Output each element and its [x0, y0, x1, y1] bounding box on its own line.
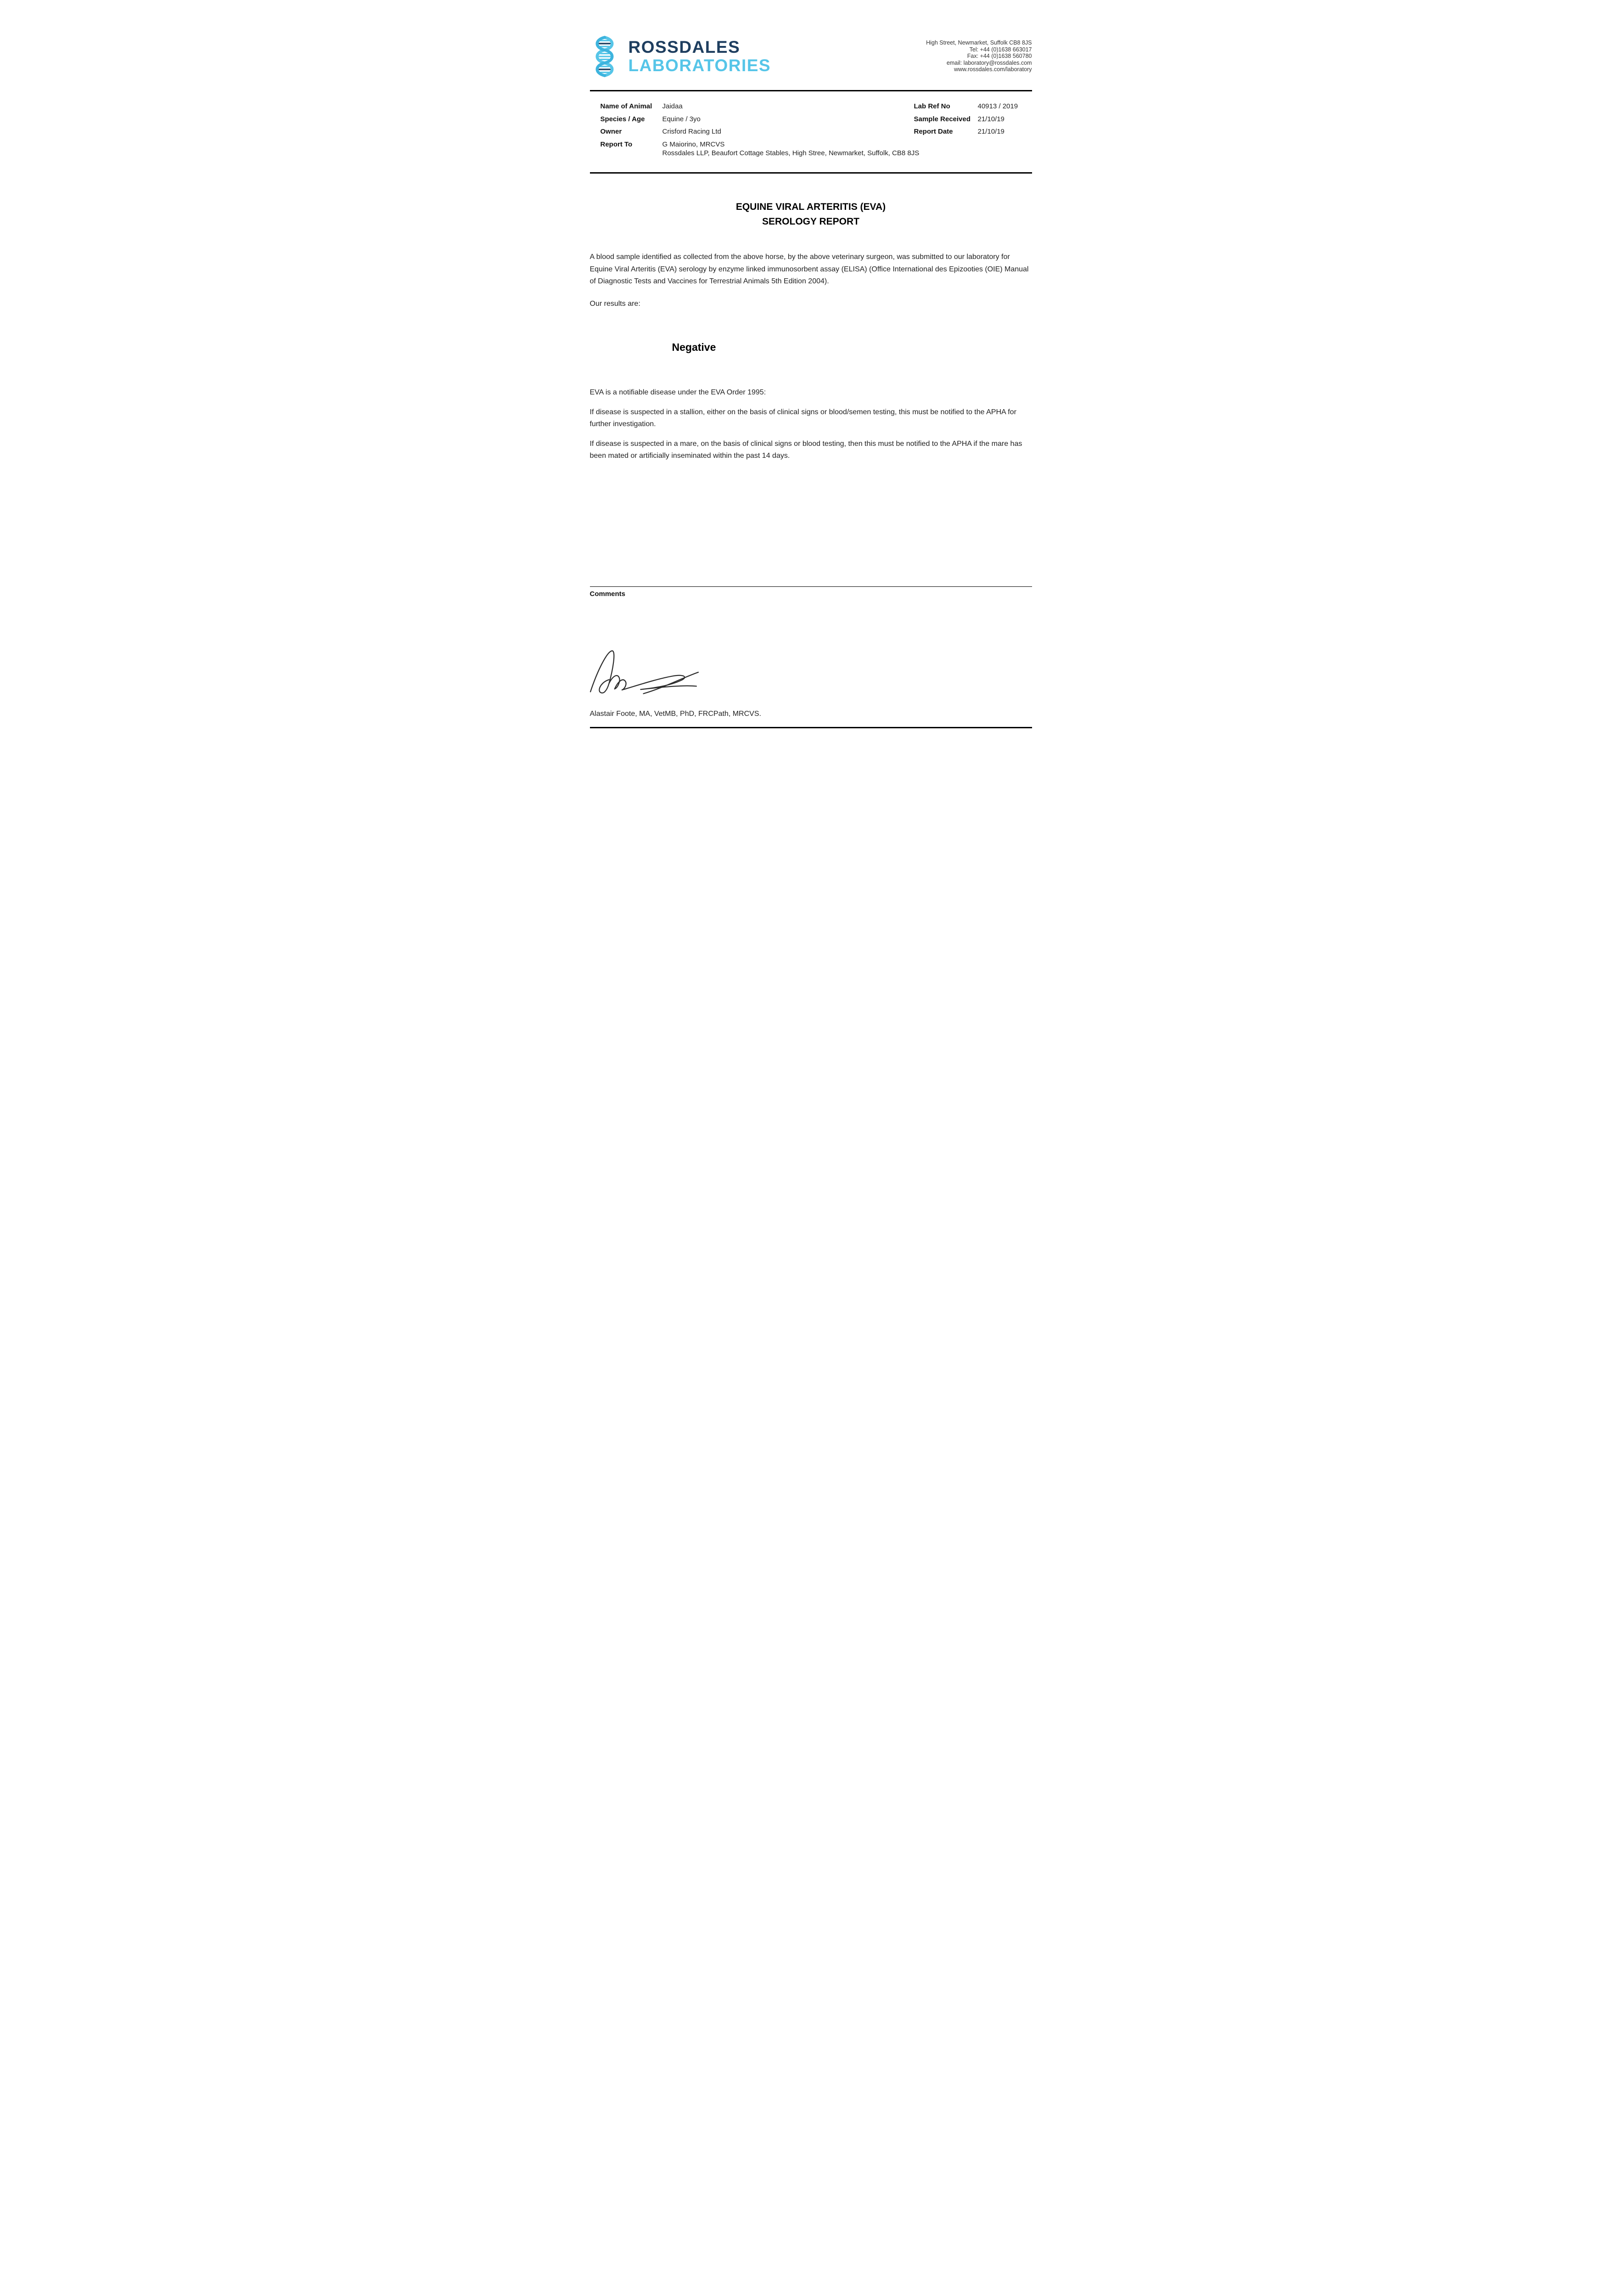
- notifiable-statement: EVA is a notifiable disease under the EVA Order 1995:: [589, 388, 766, 396]
- detail-value-name-of-animal: Jaidaa: [662, 102, 683, 110]
- detail-value-report-date: 21/10/19: [977, 128, 1005, 135]
- report-to-line1: G Maiorino, MRCVS: [662, 140, 725, 148]
- page-title-line1: EQUINE VIRAL ARTERITIS (EVA): [735, 202, 886, 212]
- brand-name-line1: ROSSDALES: [628, 38, 741, 57]
- contact-address: High Street, Newmarket, Suffolk CB8 8JS: [926, 39, 1032, 46]
- page-title: [590, 200, 1032, 229]
- contact-web: www.rossdales.com/laboratory: [954, 66, 1032, 73]
- mare-note: If disease is suspected in a mare, on the basis of clinical signs or blood testing, then this must be notified to the APHA if the mare has been mated or artificially inseminated within the past 14 days.: [589, 439, 1022, 460]
- detail-label-report-date: Report Date: [914, 128, 953, 135]
- signatory-name: Alastair Foote, MA, VetMB, PhD, FRCPath, MRCVS.: [589, 710, 761, 718]
- intro-paragraph: A blood sample identified as collected from the above horse, by the above veterinary surgeon, was submitted to our laboratory for Equine Viral Arteritis (EVA) serology by enzyme linked immunosorbent assay (ELISA) (Office International des Epizooties (OIE) Manual of Diagnostic Tests and Vaccines for Terrestrial Animals 5th Edition 2004).: [589, 253, 1029, 285]
- results-intro: Our results are:: [589, 299, 640, 308]
- detail-label-name-of-animal: Name of Animal: [600, 102, 652, 110]
- dna-helix-icon: [590, 36, 619, 77]
- brand-name: [629, 38, 771, 75]
- detail-label-lab-ref: Lab Ref No: [914, 102, 950, 110]
- detail-value-sample-received: 21/10/19: [977, 115, 1005, 123]
- comments-heading: Comments: [589, 590, 626, 598]
- contact-fax: Fax: +44 (0)1638 560780: [967, 53, 1032, 59]
- details-divider: [590, 172, 1032, 174]
- result-value: Negative: [672, 341, 716, 353]
- letterhead: [590, 36, 1032, 77]
- signature-block: [589, 645, 700, 706]
- contact-email: email: laboratory@rossdales.com: [946, 59, 1032, 66]
- contact-tel: Tel: +44 (0)1638 663017: [969, 46, 1032, 53]
- brand-block: [590, 36, 771, 77]
- detail-value-report-to: [662, 141, 1032, 157]
- footer-divider: [590, 727, 1032, 728]
- report-to-line2: Rossdales LLP, Beaufort Cottage Stables, High Stree, Newmarket, Suffolk, CB8 8JS: [662, 149, 920, 157]
- handwritten-signature-icon: [589, 645, 700, 703]
- page-title-line2: SEROLOGY REPORT: [762, 216, 859, 227]
- detail-value-species-age: Equine / 3yo: [662, 115, 701, 123]
- comments-section: [590, 586, 1032, 598]
- detail-label-report-to: Report To: [600, 140, 633, 148]
- details-right-column: [914, 102, 1018, 135]
- report-page: [552, 0, 1071, 735]
- brand-name-line2: LABORATORIES: [628, 56, 771, 75]
- detail-label-owner: Owner: [600, 128, 622, 135]
- detail-value-lab-ref: 40913 / 2019: [977, 102, 1018, 110]
- header-divider: [590, 90, 1032, 91]
- stallion-note: If disease is suspected in a stallion, either on the basis of clinical signs or blood/semen testing, this must be notified to the APHA for further investigation.: [589, 408, 1016, 428]
- detail-value-owner: Crisford Racing Ltd: [662, 128, 721, 135]
- report-details: [590, 102, 1032, 159]
- detail-label-species-age: Species / Age: [600, 115, 645, 123]
- contact-block: [926, 39, 1032, 73]
- detail-label-sample-received: Sample Received: [914, 115, 971, 123]
